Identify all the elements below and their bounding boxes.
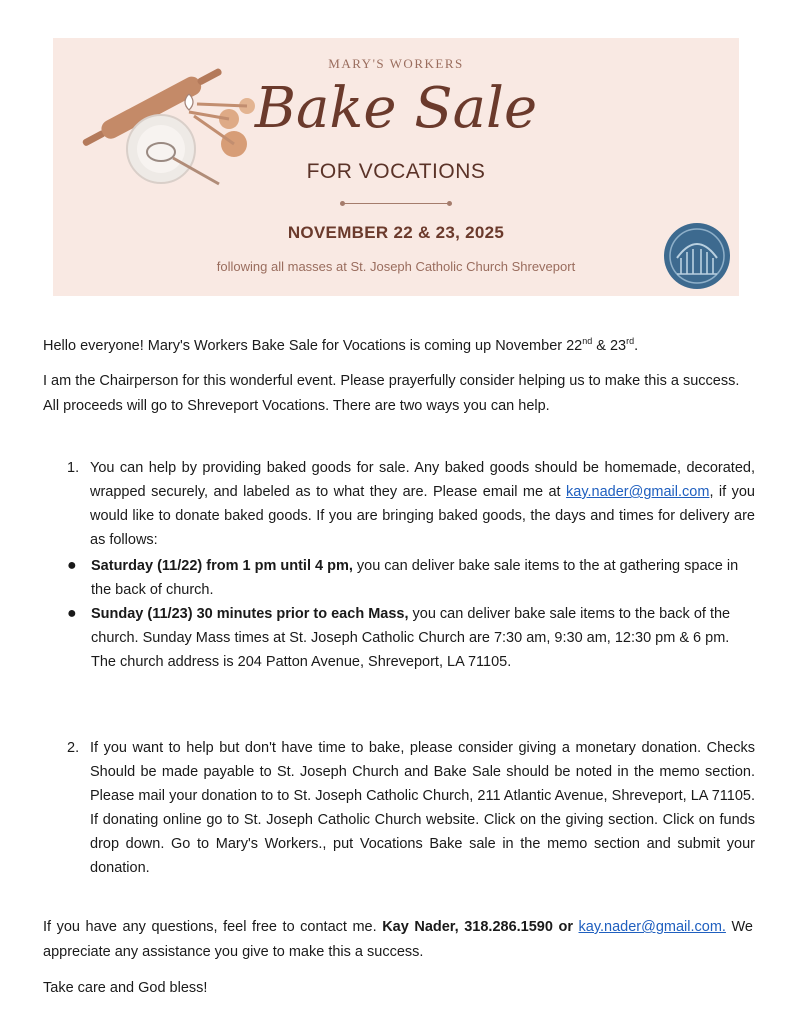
header-banner xyxy=(53,38,739,296)
church-seal-logo xyxy=(663,222,731,290)
banner-title: Bake Sale xyxy=(254,76,538,141)
org-name: MARY'S WORKERS xyxy=(328,56,464,71)
list-number: 2. xyxy=(67,740,80,756)
bullet-icon: ● xyxy=(67,605,77,622)
banner-subtitle: FOR VOCATIONS xyxy=(306,160,486,183)
list-item-bake: 1. You can help by providing baked goods for sale. Any baked goods should be homemade, decorated, wrapped securely, and labeled as to what they are. Please email me at kay.nader@gmail.com, if you would like to donate baked goods. If you are bringing baked goods, the days and times for delivery are as follows: ● Saturday (11/22) from 1 pm until 4 pm, you can deliver bake sale items to the at gathering space in the back of church. ● Sunday (11/23) 30 minutes prior to each Mass, you can deliver bake sale items to the back of the church. Sunday Mass times at St. Joseph Catholic Church are 7:30 am, 9:30 am, 12:30 pm & 6 pm. The church address is 204 Patton Avenue, Shreveport, LA 71105. xyxy=(43,456,755,674)
list-item-sunday: ● Sunday (11/23) 30 minutes prior to each Mass, you can deliver bake sale items to the back of the church. Sunday Mass times at St. Joseph Catholic Church are 7:30 am, 9:30 am, 12:30 pm & 6 pm. The church address is 204 Patton Avenue, Shreveport, LA 71105. xyxy=(91,602,755,674)
list-item-saturday: ● Saturday (11/22) from 1 pm until 4 pm, you can deliver bake sale items to the at gathering space in the back of church. xyxy=(91,554,755,602)
closing-line: Take care and God bless! xyxy=(43,980,208,996)
list-item-donate: 2. If you want to help but don't have time to bake, please consider giving a monetary donation. Checks Should be made payable to St. Joseph Church and Bake Sale should be noted in the memo section. Please mail your donation to to St. Joseph Catholic Church, 211 Atlantic Avenue, Shreveport, LA 71105. If donating online go to St. Joseph Catholic Church website. Click on the giving section. Click on funds drop down. Go to Mary's Workers., put Vocations Bake sale in the memo section and submit your donation. xyxy=(43,736,755,880)
contact-paragraph: If you have any questions, feel free to contact me. Kay Nader, 318.286.1590 or kay.nader@gmail.com. We appreciate any assistance you give to make this a success. xyxy=(43,919,753,960)
event-location: following all masses at St. Joseph Catholic Church Shreveport xyxy=(216,259,576,274)
bullet-icon: ● xyxy=(67,557,77,574)
intro-chairperson: I am the Chairperson for this wonderful event. Please prayerfully consider helping us to make this a success. All proceeds will go to Shreveport Vocations. There are two ways you can help. xyxy=(43,373,740,414)
list-number: 1. xyxy=(67,460,80,476)
delivery-times-list xyxy=(67,554,755,674)
event-dates: NOVEMBER 22 & 23, 2025 xyxy=(287,223,505,242)
banner-divider xyxy=(343,203,449,204)
contact-email-link[interactable]: kay.nader@gmail.com. xyxy=(578,919,726,935)
intro-greeting: Hello everyone! Mary's Workers Bake Sale for Vocations is coming up November 22nd & 23rd. xyxy=(43,336,639,354)
email-link[interactable]: kay.nader@gmail.com xyxy=(566,484,710,500)
